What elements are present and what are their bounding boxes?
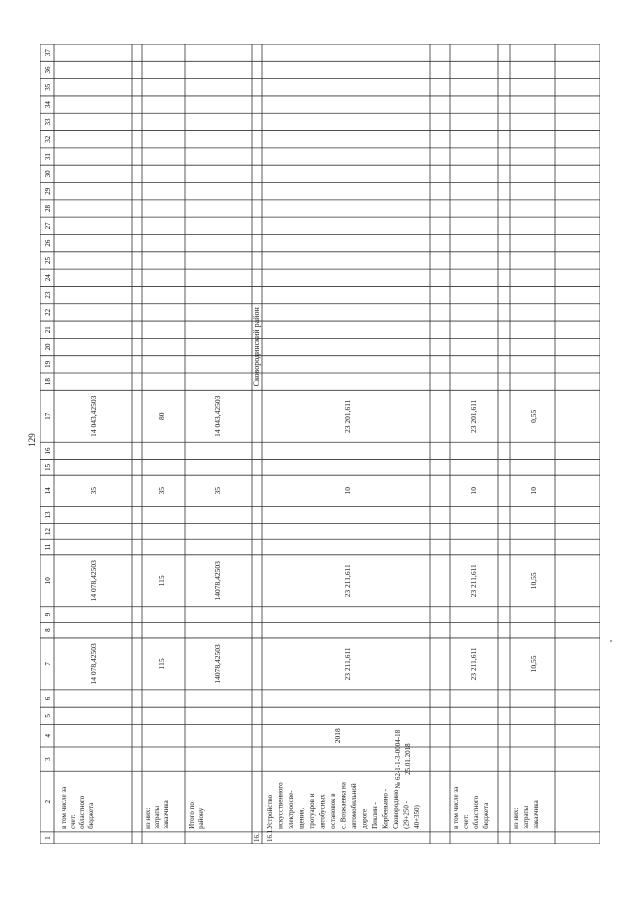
column-number: 6 (44, 696, 52, 701)
label-item: автобусных (318, 794, 327, 829)
label-item: Корбеньино - (381, 788, 390, 829)
total-col10: 14078,42503 (213, 561, 222, 601)
column-number: 5 (44, 714, 52, 718)
column-number: 7 (44, 662, 52, 666)
item_oblast-col14: 10 (469, 487, 478, 495)
label-item: автомобильной (350, 783, 358, 829)
customer-col7: 115 (157, 658, 166, 670)
label-item: 40+350) (413, 805, 421, 829)
column-number: 23 (44, 291, 52, 299)
total-col17: 14 043,42503 (213, 395, 222, 437)
label-item: Пеклин - (371, 802, 379, 829)
column-number: 20 (44, 343, 52, 351)
label-item: Сковородино (392, 789, 400, 829)
column-number: 15 (44, 463, 52, 471)
item-permit: № 62-1-1-3-0004-18 (394, 729, 402, 789)
customer-col14: 35 (157, 487, 166, 495)
table-grid (40, 44, 600, 844)
oblast-col7: 14 078,42503 (89, 643, 98, 685)
item_oblast-col7: 23 211,611 (469, 647, 478, 681)
label-item-oblast: в том числе за (452, 786, 460, 829)
column-number: 13 (44, 511, 52, 519)
item-number: 16.1. (266, 828, 274, 842)
label-item-customer: заказчика (532, 800, 540, 829)
label-item-customer: затраты (522, 805, 530, 829)
item_customer-col7: 10,55 (529, 655, 538, 673)
column-number: 27 (44, 222, 52, 230)
column-number-header (44, 49, 52, 840)
item-col14: 10 (343, 487, 352, 495)
column-number: 36 (44, 66, 52, 74)
column-number: 34 (44, 101, 52, 109)
item_customer-col17: 0,55 (529, 409, 538, 423)
label-item-customer: из них: (512, 807, 520, 829)
customer-col17: 80 (157, 412, 166, 421)
label-item: с. Возжаевка на (339, 782, 348, 829)
column-number: 16 (44, 447, 52, 455)
label-item: электроосве- (287, 790, 295, 829)
column-number: 12 (44, 527, 52, 535)
label-item: тротуаров и (308, 793, 316, 829)
data-table (40, 44, 600, 844)
label-oblast: областного (78, 795, 86, 829)
label-oblast: в том числе за (60, 786, 68, 829)
column-number: 30 (44, 170, 52, 178)
column-number: 29 (44, 187, 52, 195)
item-col7: 23 211,611 (343, 647, 352, 681)
item_customer-col10: 10,55 (529, 572, 538, 590)
scan-speck (610, 640, 612, 642)
label-item-oblast: областного (472, 795, 480, 829)
column-number: 21 (44, 326, 52, 334)
column-number: 1 (44, 836, 52, 840)
column-number: 32 (44, 135, 52, 143)
item-col17: 23 201,611 (343, 399, 352, 434)
item-year: 2018 (333, 728, 342, 744)
column-number: 17 (44, 412, 52, 420)
column-number: 22 (44, 308, 52, 316)
column-number: 2 (44, 799, 52, 804)
label-item-oblast: счет: (462, 814, 470, 829)
item-permit: 25.01.2018 (404, 743, 412, 775)
column-number: 25 (44, 256, 52, 264)
column-number: 11 (44, 543, 52, 551)
label-customer: заказчика (162, 800, 170, 829)
oblast-col10: 14 078,42503 (89, 560, 98, 602)
customer-col10: 115 (157, 575, 166, 587)
column-number: 9 (44, 612, 52, 617)
oblast-col17: 14 043,42503 (89, 395, 98, 437)
column-number: 4 (44, 734, 52, 738)
column-number: 14 (44, 487, 52, 495)
label-item: Устройство (266, 794, 274, 829)
rotated-table (40, 44, 600, 844)
column-number: 26 (44, 239, 52, 247)
item_customer-col14: 10 (529, 487, 538, 495)
table-body (40, 44, 600, 844)
column-number: 37 (44, 49, 52, 57)
label-total: району (197, 807, 205, 829)
label-item-oblast: бюджета (482, 802, 490, 829)
row-values (89, 395, 538, 684)
label-item: дороге (360, 808, 369, 829)
oblast-col14: 35 (89, 487, 98, 495)
label-item: (29+250 - (402, 801, 411, 829)
section-title: Сковородинский район (252, 307, 261, 387)
total-col14: 35 (213, 487, 222, 495)
column-number: 35 (44, 83, 52, 91)
label-item: щения, (297, 807, 306, 829)
label-customer: из них: (144, 807, 152, 829)
column-number: 19 (44, 360, 52, 368)
column-number: 28 (44, 205, 52, 213)
item_oblast-col17: 23 201,611 (469, 399, 478, 434)
item-col10: 23 211,611 (343, 564, 352, 598)
label-customer: затраты (153, 805, 161, 829)
label-total: Итого по (188, 802, 196, 829)
label-oblast: счет: (69, 814, 77, 829)
total-col7: 14078,42503 (213, 644, 222, 684)
section-number: 16. (253, 833, 261, 842)
label-item: остановок в (329, 793, 337, 829)
label-oblast: бюджета (87, 802, 95, 829)
page-number: 129 (27, 433, 37, 447)
label-item: искусственного (276, 782, 285, 829)
column-number: 18 (44, 378, 52, 386)
column-number: 24 (44, 274, 52, 282)
column-number: 33 (44, 118, 52, 126)
column-number: 3 (44, 757, 52, 761)
column-number: 31 (44, 153, 52, 161)
item_oblast-col10: 23 211,611 (469, 564, 478, 598)
column-number: 8 (44, 628, 52, 632)
column-number: 10 (44, 577, 52, 585)
